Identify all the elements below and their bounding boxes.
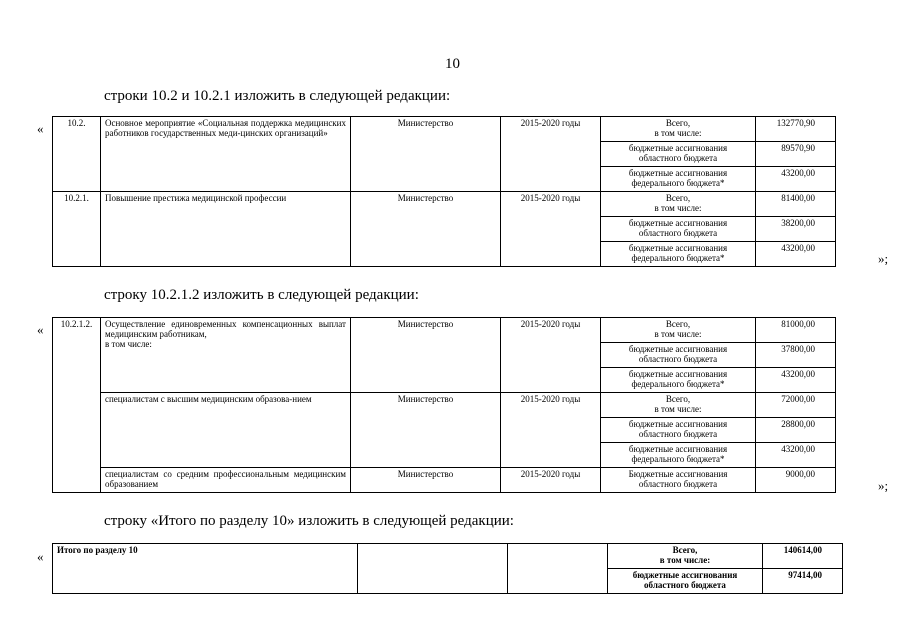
- row-name: Итого по разделу 10: [53, 544, 358, 594]
- heading-row-10-2-1-2: строку 10.2.1.2 изложить в следующей редакции:: [104, 287, 419, 303]
- funding-label: бюджетные ассигнования федерального бюджета*: [601, 242, 756, 267]
- row-name: Основное мероприятие «Социальная поддержка медицинских работников государственных меди-цинских организаций»: [101, 117, 351, 192]
- close-quote-1: »;: [878, 251, 889, 266]
- row-executor: Министерство: [351, 192, 501, 267]
- page-number: 10: [445, 56, 460, 72]
- row-name: специалистам с высшим медицинским образова-нием: [101, 393, 351, 468]
- funding-label: бюджетные ассигнования областного бюджета: [601, 142, 756, 167]
- funding-value: 81400,00: [756, 192, 836, 217]
- table-row: [53, 468, 836, 493]
- funding-label: бюджетные ассигнования федерального бюджета*: [601, 443, 756, 468]
- table-row: [53, 318, 836, 343]
- funding-label: Всего, в том числе:: [608, 544, 763, 569]
- table-row: [53, 117, 836, 142]
- row-name: Повышение престижа медицинской профессии: [101, 192, 351, 267]
- close-quote-2: »;: [878, 478, 889, 493]
- row-period: [508, 544, 608, 594]
- funding-value: 28800,00: [756, 418, 836, 443]
- funding-value: 37800,00: [756, 343, 836, 368]
- funding-label: бюджетные ассигнования областного бюджета: [601, 217, 756, 242]
- table-row: [53, 544, 843, 569]
- row-period: 2015-2020 годы: [501, 117, 601, 192]
- funding-label: Всего, в том числе:: [601, 117, 756, 142]
- row-executor: Министерство: [351, 318, 501, 393]
- funding-label: Всего, в том числе:: [601, 393, 756, 418]
- funding-label: бюджетные ассигнования областного бюджета: [601, 343, 756, 368]
- row-executor: Министерство: [351, 393, 501, 468]
- row-period: 2015-2020 годы: [501, 192, 601, 267]
- funding-value: 132770,90: [756, 117, 836, 142]
- open-quote-1: «: [37, 121, 44, 136]
- funding-value: 72000,00: [756, 393, 836, 418]
- table-row: [53, 192, 836, 217]
- row-period: 2015-2020 годы: [501, 318, 601, 393]
- funding-value: 89570,90: [756, 142, 836, 167]
- row-period: 2015-2020 годы: [501, 393, 601, 468]
- row-executor: [358, 544, 508, 594]
- funding-value: 140614,00: [763, 544, 843, 569]
- row-number: 10.2.1.: [53, 192, 101, 267]
- funding-label: Бюджетные ассигнования областного бюджета: [601, 468, 756, 493]
- row-executor: Министерство: [351, 468, 501, 493]
- row-name: Осуществление единовременных компенсационных выплат медицинским работникам, в том числе:: [101, 318, 351, 393]
- funding-label: бюджетные ассигнования федерального бюджета*: [601, 167, 756, 192]
- funding-value: 43200,00: [756, 242, 836, 267]
- table-row: [53, 393, 836, 418]
- row-number: 10.2.: [53, 117, 101, 192]
- funding-label: бюджетные ассигнования областного бюджета: [601, 418, 756, 443]
- open-quote-2: «: [37, 322, 44, 337]
- funding-value: 43200,00: [756, 167, 836, 192]
- open-quote-3: «: [37, 549, 44, 564]
- table-row-10-2-1-2: [52, 317, 836, 493]
- funding-label: Всего, в том числе:: [601, 192, 756, 217]
- funding-value: 9000,00: [756, 468, 836, 493]
- heading-rows-10-2: строки 10.2 и 10.2.1 изложить в следующей редакции:: [104, 88, 451, 104]
- funding-label: бюджетные ассигнования федерального бюджета*: [601, 368, 756, 393]
- funding-value: 97414,00: [763, 569, 843, 594]
- table-total-section-10: [52, 543, 843, 594]
- funding-value: 43200,00: [756, 368, 836, 393]
- funding-label: Всего, в том числе:: [601, 318, 756, 343]
- row-executor: Министерство: [351, 117, 501, 192]
- funding-value: 38200,00: [756, 217, 836, 242]
- funding-value: 81000,00: [756, 318, 836, 343]
- funding-value: 43200,00: [756, 443, 836, 468]
- table-rows-10-2: [52, 116, 836, 267]
- row-number: 10.2.1.2.: [53, 318, 101, 493]
- funding-label: бюджетные ассигнования областного бюджета: [608, 569, 763, 594]
- row-period: 2015-2020 годы: [501, 468, 601, 493]
- row-name: специалистам со средним профессиональным медицинским образованием: [101, 468, 351, 493]
- heading-total-section-10: строку «Итого по разделу 10» изложить в следующей редакции:: [104, 513, 514, 529]
